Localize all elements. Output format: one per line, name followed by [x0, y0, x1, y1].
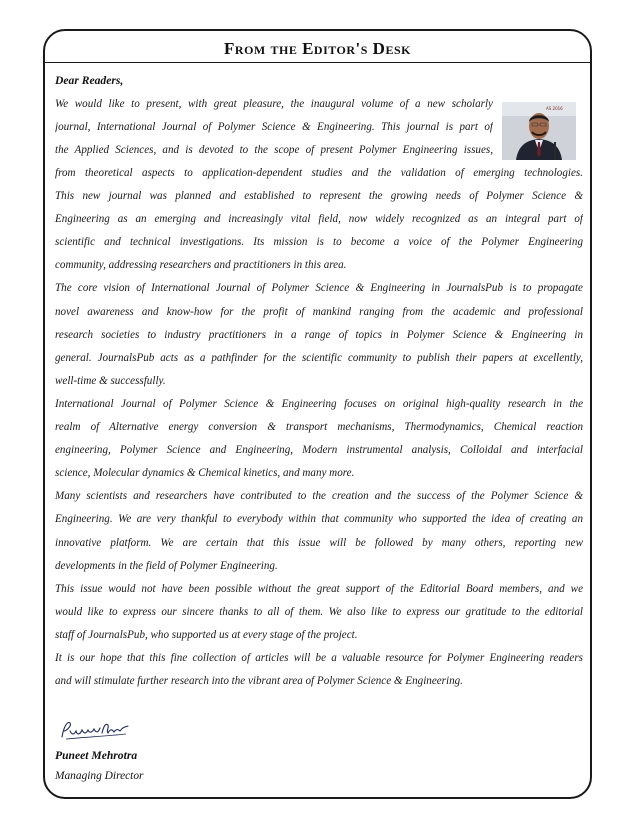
body-text — [55, 164, 583, 695]
text-line: research societies to industry practitioners in a range of topics in Polymer Science & Engineering in — [55, 328, 583, 341]
title-divider — [45, 62, 590, 63]
text-line: This issue would not have been possible without the great support of the Editorial Board members, and we — [55, 582, 583, 595]
editor-photo — [502, 102, 576, 160]
text-line: from theoretical aspects to application-dependent studies and the validation of emerging technologies. — [55, 167, 583, 179]
text-line: would like to express our sincere thanks to all of them. We also like to express our gratitude to the editorial — [55, 605, 583, 618]
text-line: developments in the field of Polymer Engineering. — [55, 559, 278, 572]
text-line: community, addressing researchers and practitioners in this area. — [55, 259, 347, 272]
text-line: staff of JournalsPub, who supported us at every stage of the project. — [55, 628, 358, 641]
signatory-name: Puneet Mehrotra — [55, 749, 138, 762]
text-line: journal, International Journal of Polymer Science & Engineering. This journal is part of — [55, 121, 493, 134]
text-line: and will stimulate further research into the vibrant area of Polymer Science & Engineering. — [55, 675, 463, 688]
text-line: International Journal of Polymer Science & Engineering focuses on original high-quality research in the — [55, 397, 583, 410]
text-line: This new journal was planned and established to represent the growing needs of Polymer Science & — [55, 190, 583, 203]
text-line: engineering, Polymer Science and Engineering, Modern instrumental analysis, Colloidal and interfacial — [55, 444, 583, 457]
page-title: From the Editor's Desk — [224, 39, 411, 58]
text-line: Engineering. We are very thankful to everybody within that community who supported the idea of creating an — [55, 513, 583, 526]
text-line: realm of Alternative energy conversion & transport mechanisms, Thermodynamics, Chemical reaction — [55, 421, 583, 434]
text-line: innovative platform. We are certain that this issue will be followed by many others, reporting new — [55, 536, 583, 549]
text-line: science, Molecular dynamics & Chemical kinetics, and many more. — [55, 467, 355, 480]
text-line: It is our hope that this fine collection of articles will be a valuable resource for Polymer Engineering readers — [55, 651, 583, 664]
svg-text:AS 2016: AS 2016 — [546, 106, 563, 111]
text-line: general. JournalsPub acts as a pathfinder for the scientific community to publish their papers at excellently, — [55, 351, 583, 364]
text-line: novel awareness and know-how for the profit of mankind ranging from the academic and professional — [55, 305, 583, 318]
text-line: The core vision of International Journal of Polymer Science & Engineering in JournalsPub is to propagate — [55, 282, 583, 295]
signatory-role: Managing Director — [55, 770, 144, 782]
intro-paragraph-top — [55, 95, 493, 164]
text-line: Many scientists and researchers have contributed to the creation and the success of the Polymer Science & — [55, 490, 583, 503]
text-line: scientific and technical investigations. Its mission is to become a voice of the Polymer Engineering — [55, 236, 583, 249]
salutation: Dear Readers, — [55, 74, 124, 87]
text-line: Engineering as an emerging and increasingly vital field, now widely recognized as an integral part of — [55, 213, 583, 226]
text-line: well-time & successfully. — [55, 374, 166, 387]
text-line: We would like to present, with great pleasure, the inaugural volume of a new scholarly — [55, 98, 493, 110]
text-line: the Applied Sciences, and is devoted to the scope of present Polymer Engineering issues, — [55, 144, 493, 157]
handwritten-signature — [58, 717, 130, 743]
